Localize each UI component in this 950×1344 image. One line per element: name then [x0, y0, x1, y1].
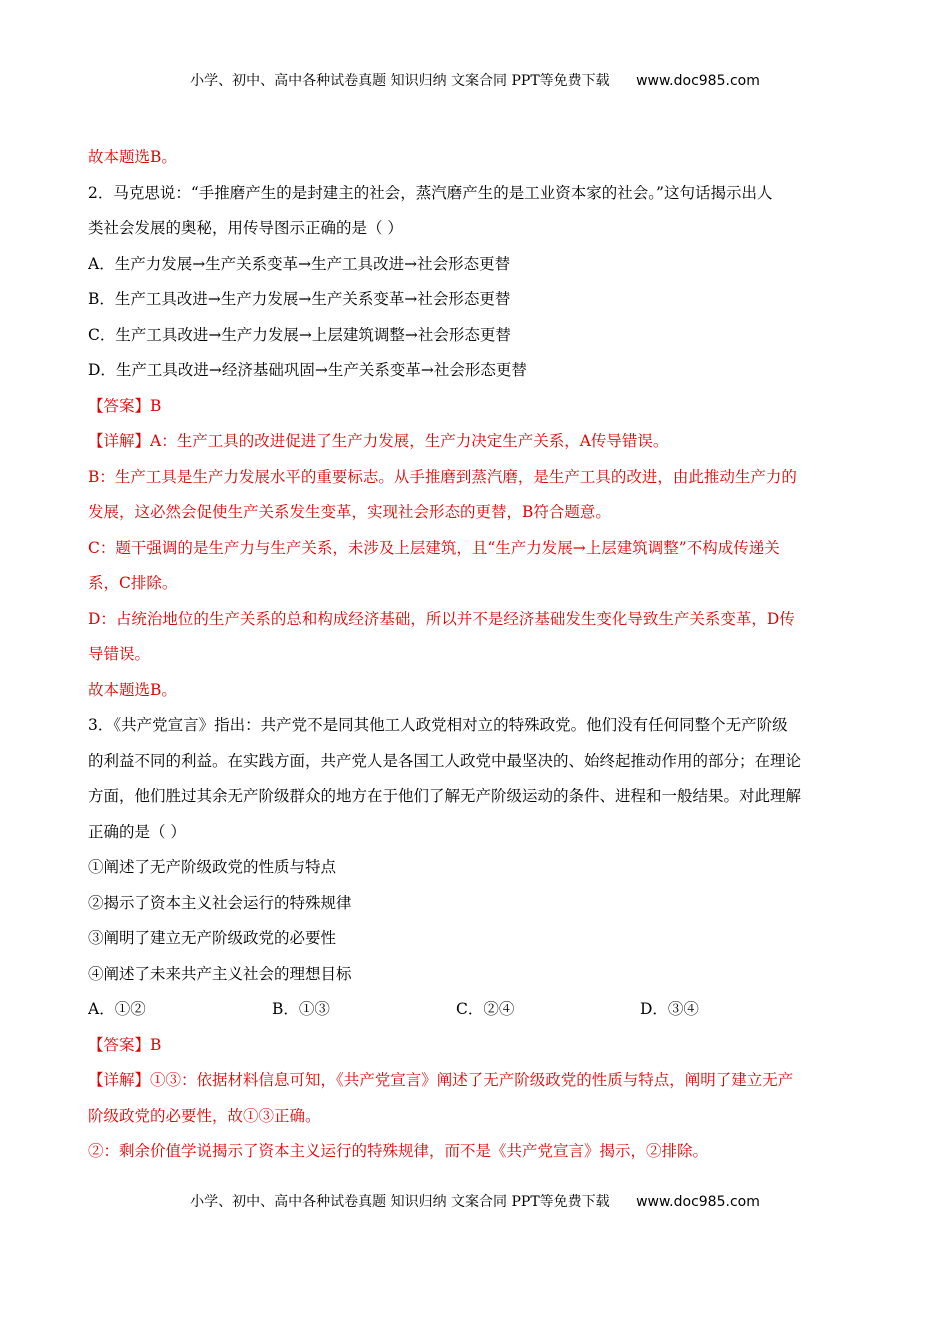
- question-2-option-c: C．生产工具改进→生产力发展→上层建筑调整→社会形态更替: [88, 325, 511, 344]
- question-2-conclusion: 故本题选B。: [88, 680, 177, 699]
- question-3-answer: 【答案】B: [88, 1035, 162, 1054]
- question-2-explanation-d: D：占统治地位的生产关系的总和构成经济基础，所以并不是经济基础发生变化导致生产关系变革，D传: [88, 609, 795, 628]
- question-2-explanation-d-cont: 导错误。: [88, 645, 151, 663]
- question-3-option-c: C．②④: [456, 1000, 515, 1018]
- question-3-option-d: D．③④: [640, 1000, 699, 1018]
- question-3-statement-1: ①阐述了无产阶级政党的性质与特点: [88, 858, 337, 876]
- question-2-explanation-c: C：题干强调的是生产力与生产关系，未涉及上层建筑，且“生产力发展→上层建筑调整”不构成传递关: [88, 538, 780, 557]
- question-3-statement-2: ②揭示了资本主义社会运行的特殊规律: [88, 893, 352, 912]
- header-text: 小学、初中、高中各种试卷真题 知识归纳 文案合同 PPT等免费下载: [190, 73, 610, 89]
- header-url[interactable]: www.doc985.com: [636, 73, 760, 89]
- question-3-stem-line-4: 正确的是（ ）: [88, 822, 186, 841]
- question-3-stem-line-3: 方面，他们胜过其余无产阶级群众的地方在于他们了解无产阶级运动的条件、进程和一般结果。对此理解: [88, 787, 802, 805]
- question-2-explanation-b-cont: 发展，这必然会促使生产关系发生变革，实现社会形态的更替，B符合题意。: [88, 503, 611, 521]
- question-2-explanation-a: 【详解】A：生产工具的改进促进了生产力发展，生产力决定生产关系，A传导错误。: [88, 432, 669, 450]
- question-2-option-b: B．生产工具改进→生产力发展→生产关系变革→社会形态更替: [88, 290, 511, 308]
- question-3-statement-3: ③阐明了建立无产阶级政党的必要性: [88, 929, 337, 947]
- question-3-options: [88, 992, 858, 1028]
- question-2-stem: 2．马克思说：“手推磨产生的是封建主的社会，蒸汽磨产生的是工业资本家的社会。”这句话揭示出人: [88, 183, 773, 202]
- question-3-option-a: A．①②: [88, 1000, 146, 1018]
- conclusion-line: 故本题选B。: [88, 148, 177, 166]
- question-3-stem: 3．《共产党宣言》指出：共产党不是同其他工人政党相对立的特殊政党。他们没有任何同整个无产阶级: [88, 716, 788, 734]
- footer-url[interactable]: www.doc985.com: [636, 1194, 760, 1210]
- document-body: [88, 140, 858, 1170]
- question-2-option-a: A．生产力发展→生产关系变革→生产工具改进→社会形态更替: [88, 254, 511, 273]
- question-3-explanation-2: ②：剩余价值学说揭示了资本主义运行的特殊规律，而不是《共产党宣言》揭示，②排除。: [88, 1142, 709, 1160]
- question-3-option-b: B．①③: [272, 1000, 330, 1018]
- question-3-statement-4: ④阐述了未来共产主义社会的理想目标: [88, 964, 352, 983]
- page-footer: [0, 1191, 950, 1211]
- footer-text: 小学、初中、高中各种试卷真题 知识归纳 文案合同 PPT等免费下载: [190, 1194, 610, 1210]
- question-3-explanation-13: 【详解】①③：依据材料信息可知，《共产党宣言》阐述了无产阶级政党的性质与特点，阐明了建立无产: [88, 1071, 794, 1089]
- question-2-option-d: D．生产工具改进→经济基础巩固→生产关系变革→社会形态更替: [88, 361, 527, 379]
- question-3-explanation-13-cont: 阶级政党的必要性，故①③正确。: [88, 1106, 321, 1125]
- page-header: [0, 70, 950, 90]
- question-3-stem-line-2: 的利益不同的利益。在实践方面，共产党人是各国工人政党中最坚决的、始终起推动作用的部分；在理论: [88, 751, 802, 770]
- question-2-explanation-b: B：生产工具是生产力发展水平的重要标志。从手推磨到蒸汽磨，是生产工具的改进，由此推动生产力的: [88, 467, 797, 486]
- question-2-explanation-c-cont: 系，C排除。: [88, 574, 178, 592]
- question-2-stem-cont: 类社会发展的奥秘，用传导图示正确的是（ ）: [88, 219, 403, 237]
- question-2-answer: 【答案】B: [88, 396, 162, 415]
